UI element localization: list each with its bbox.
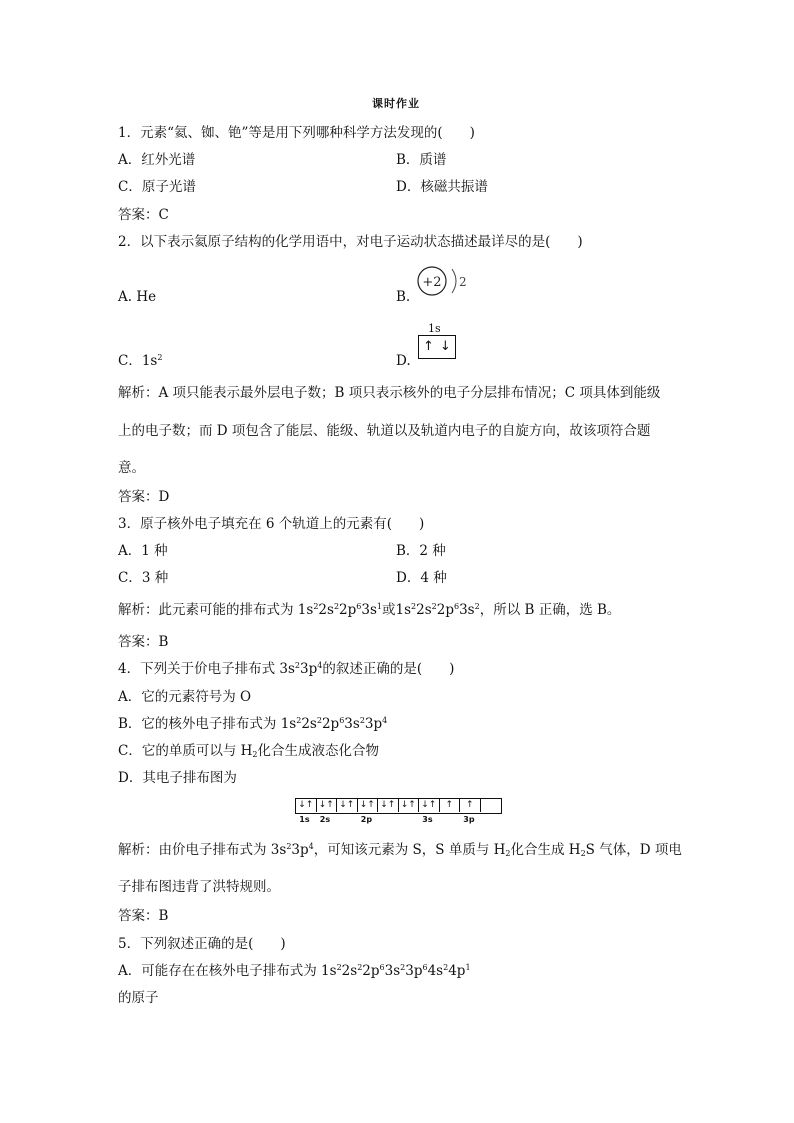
q4-explanation-line1	[118, 841, 682, 859]
orbital-box	[418, 335, 456, 359]
q2-stem: 2．以下表示氦原子结构的化学用语中，对电子运动状态描述最详尽的是( )	[118, 234, 583, 250]
q3-option-c: C．3 种	[118, 570, 169, 586]
page-title: 课时作业	[372, 97, 420, 110]
q4-option-c	[118, 742, 379, 760]
q3-option-a: A．1 种	[118, 543, 168, 559]
config-term: 2p	[321, 716, 340, 732]
q3-explain-or: 或	[382, 602, 396, 618]
config-superscript: 1	[376, 602, 382, 611]
orbital-label: 2p	[360, 815, 373, 824]
config-superscript: 6	[453, 602, 460, 611]
orbital-cell: ↓↑	[358, 799, 379, 812]
q5-option-a	[118, 962, 471, 980]
config-term: 1s	[395, 602, 412, 618]
config-term: 1s	[321, 963, 337, 979]
config-term: 3s	[459, 602, 475, 618]
q2-option-c-text: C．1s	[118, 353, 158, 369]
q3-option-b: B．2 种	[396, 543, 446, 559]
orbital-cell: ↑	[440, 799, 461, 812]
config-term: 3p	[291, 842, 309, 858]
config-term: 3s	[270, 842, 287, 858]
q3-explain-prefix: 解析：此元素可能的排布式为	[118, 602, 298, 618]
config-superscript: 2	[313, 602, 319, 611]
config-superscript: 2	[286, 842, 292, 851]
q2-option-c-sup: 2	[157, 353, 163, 362]
orbital-label: 3s	[422, 815, 433, 824]
q4-explain-mid2: 化合生成 H	[510, 842, 581, 858]
orbital-cell: ↓↑	[378, 799, 399, 812]
config-term: 3p	[364, 716, 383, 732]
config-term: 2s	[341, 963, 358, 979]
q2-answer: 答案：D	[118, 489, 170, 505]
orbital-label: 1s	[299, 815, 310, 824]
config-superscript: 2	[411, 602, 417, 611]
config-superscript: 6	[339, 716, 345, 725]
config-superscript: 2	[296, 716, 302, 725]
q4-option-b	[118, 715, 387, 733]
config-term: 2s	[301, 716, 317, 732]
q4-explain-suffix: S 气体，D 项电	[585, 842, 682, 858]
config-superscript: 2	[336, 963, 342, 972]
config-superscript: 2	[316, 716, 322, 725]
q4-explain-config	[271, 842, 314, 858]
orbital-cell: ↓↑	[337, 799, 358, 812]
electron-orbital-diagram	[295, 798, 502, 814]
orbital-cell: ↓↑	[399, 799, 420, 812]
config-term: 3p	[405, 963, 423, 979]
config-superscript: 2	[359, 716, 365, 725]
config-superscript: 2	[333, 602, 340, 611]
orbital-cell: ↑	[460, 799, 481, 812]
config-superscript: 4	[382, 716, 388, 725]
q4-stem-config	[279, 661, 322, 677]
q4-option-a: A．它的元素符号为 O	[118, 689, 252, 705]
q4-explain-mid: ，可知该元素为 S，S 单质与 H	[313, 842, 506, 858]
q3-stem: 3．原子核外电子填充在 6 个轨道上的元素有( )	[118, 516, 425, 532]
config-term: 3s	[344, 716, 360, 732]
config-superscript: 6	[379, 963, 385, 972]
q4-explain-prefix: 解析：由价电子排布式为	[118, 842, 271, 858]
q3-explain-suffix: ，所以 B 正确，选 B。	[479, 602, 621, 618]
q2-option-d: D.	[396, 353, 411, 369]
q3-config-2	[396, 602, 480, 618]
q4-option-c-sub: 2	[252, 750, 258, 759]
q2-explanation-line3: 意。	[118, 460, 145, 476]
q4-answer: 答案：B	[118, 908, 169, 924]
config-term: 2p	[362, 963, 380, 979]
q2-option-b: B.	[396, 289, 411, 305]
config-term: 3p	[300, 661, 318, 677]
config-term: 1s	[280, 716, 297, 732]
q4-stem-prefix: 4．下列关于价电子排布式	[118, 661, 280, 677]
config-superscript: 6	[356, 602, 362, 611]
q2-option-a: A. He	[118, 289, 157, 305]
q4-option-c-suffix: 化合生成液态化合物	[257, 743, 379, 759]
config-term: 3s	[384, 963, 401, 979]
config-superscript: 6	[422, 963, 428, 972]
q4-explain-sub1: 2	[505, 849, 511, 858]
orbital-cell: ↓↑	[296, 799, 317, 812]
q4-stem	[118, 660, 454, 678]
config-term: 3s	[361, 602, 377, 618]
atom-shell-electrons: 2	[459, 275, 467, 289]
q4-stem-suffix: 的叙述正确的是( )	[322, 661, 455, 677]
config-term: 2s	[318, 602, 334, 618]
config-term: 3s	[279, 661, 295, 677]
orbital-diagram-labels	[295, 815, 500, 825]
orbital-cell: ↓↑	[419, 799, 440, 812]
orbital-label: 2s	[319, 815, 331, 824]
q1-option-d: D．核磁共振谱	[396, 179, 488, 195]
q5-option-a-config	[321, 963, 470, 979]
q5-option-a-tail: 的原子	[118, 990, 159, 1006]
q3-option-d: D．4 种	[396, 570, 447, 586]
q3-answer: 答案：B	[118, 634, 169, 650]
orbital-arrows: ↑↓	[423, 339, 457, 354]
q2-explanation-line1: 解析：A 项只能表示最外层电子数；B 项只表示核外的电子分层排布情况；C 项具体到能级	[118, 385, 661, 401]
config-superscript: 2	[357, 963, 363, 972]
config-superscript: 2	[294, 661, 301, 670]
q3-explanation	[118, 601, 620, 619]
config-term: 2p	[339, 602, 357, 618]
config-superscript: 2	[443, 963, 449, 972]
config-superscript: 2	[474, 602, 480, 611]
q5-option-a-prefix: A．可能存在在核外电子排布式为	[118, 963, 322, 979]
orbital-cell: ↓↑	[317, 799, 338, 812]
q3-config-1	[298, 602, 382, 618]
config-superscript: 2	[400, 963, 406, 972]
q5-stem: 5．下列叙述正确的是( )	[118, 936, 286, 952]
q1-answer: 答案：C	[118, 207, 169, 223]
q4-explanation-line2: 子排布图违背了洪特规则。	[118, 879, 280, 895]
config-superscript: 2	[431, 602, 437, 611]
orbital-cell	[481, 799, 501, 812]
q1-option-b: B．质谱	[396, 152, 447, 168]
config-superscript: 4	[317, 661, 323, 670]
q4-option-d: D．其电子排布图为	[118, 770, 237, 786]
config-superscript: 4	[308, 842, 314, 851]
q4-explain-sub2: 2	[580, 849, 586, 858]
config-term: 4p	[448, 963, 466, 979]
q4-option-c-prefix: C．它的单质可以与 H	[118, 743, 253, 759]
config-term: 2s	[416, 602, 432, 618]
q1-stem: 1．元素“氦、铷、铯”等是用下列哪种科学方法发现的( )	[118, 125, 475, 141]
config-superscript: 1	[465, 963, 471, 972]
atom-structure-diagram	[412, 262, 472, 302]
q4-option-b-prefix: B．它的核外电子排布式为	[118, 716, 281, 732]
q2-option-c	[118, 352, 162, 370]
config-term: 2p	[436, 602, 454, 618]
q1-option-a: A．红外光谱	[118, 152, 196, 168]
orbital-label-1s: 1s	[428, 322, 441, 335]
config-term: 1s	[297, 602, 314, 618]
q2-explanation-line2: 上的电子数；而 D 项包含了能层、能级、轨道以及轨道内电子的自旋方向，故该项符合题	[118, 423, 651, 439]
q1-option-c: C．原子光谱	[118, 179, 196, 195]
q4-option-b-config	[281, 716, 388, 732]
atom-nucleus-charge: +2	[422, 275, 442, 290]
orbital-label: 3p	[463, 815, 475, 824]
config-term: 4s	[427, 963, 444, 979]
